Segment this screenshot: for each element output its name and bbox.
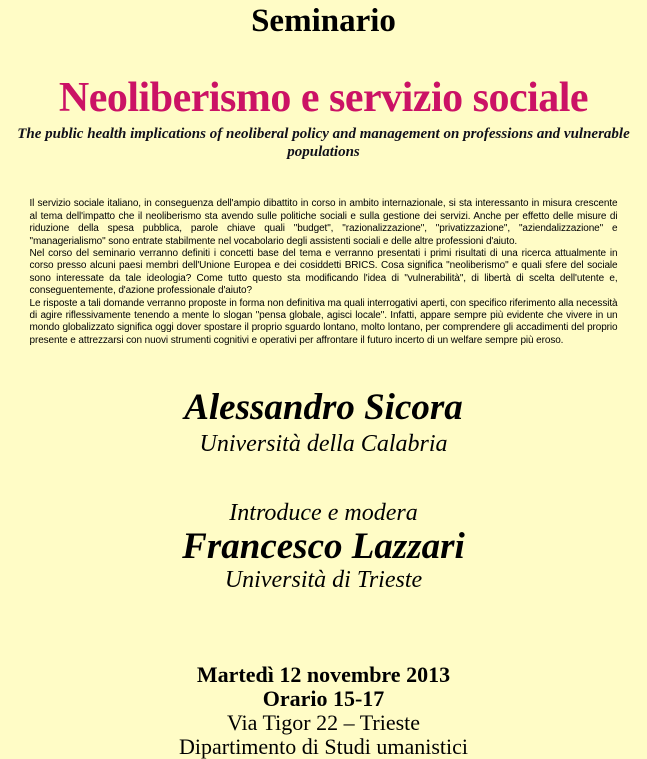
event-address: Via Tigor 22 – Trieste [226, 709, 421, 735]
description-paragraph-3: Le risposte a tali domande verranno proposte in forma non definitiva ma quali interrogativi aperti, con specifico riferimento alla necessità di agire riflessivamente tenendo a mente lo slogan "pensa globale, agisci locale". Infatti, appare sempre più evidente che vivere in un mondo globalizzato significa oggi dover spostare il proprio sguardo lontano, molto lontano, per comprendere gli accadimenti del proprio presente e attrezzarsi con nuovi strumenti cognitivi e operativi per affrontare il futuro incerto di un welfare sempre più eroso. [29, 297, 618, 346]
description-paragraph-1: Il servizio sociale italiano, in conseguenza dell'ampio dibattito in corso in ambito internazionale, si sta interessanto in misura crescente al tema dell'impatto che il neoliberismo sta avendo sulle politiche sociali e sulla gestione dei servizi. Anche per effetto delle misure di riduzione della spesa pubblica, parole chiave quali "budget", "razionalizzazione", "privatizzazione", "aziendalizzazione" e "managerialismo" sono entrate stabilmente nel vocabolario degli assistenti sociali e delle altre professioni d'aiuto. [29, 198, 618, 247]
event-department: Dipartimento di Studi umanistici [178, 733, 469, 759]
speaker-name: Alessandro Sicora [184, 387, 463, 429]
moderator-name: Francesco Lazzari [182, 526, 465, 568]
seminar-subtitle: The public health implications of neoliberal policy and management on professions and vulnerable populations [17, 126, 630, 161]
seminar-title: Neoliberismo e servizio sociale [58, 75, 589, 122]
event-date: Martedì 12 novembre 2013 [196, 661, 451, 687]
description-paragraph-2: Nel corso del seminario verranno definiti i concetti base del tema e verranno presentati i primi risultati di una ricerca attualmente in corso presso alcuni paesi membri dell'Unione Europea e dei cosiddetti BRICS. Cosa significa "neoliberismo" e quali sfere del sociale sono interessate da tale ideologia? Come tutto questo sta modificando l'idea di "vulnerabilità", di libertà di scelta dell'utente e, conseguentemente, d'azione professionale d'aiuto? [29, 247, 618, 297]
speaker-affiliation: Università della Calabria [199, 431, 448, 458]
moderator-intro: Introduce e modera [229, 499, 418, 526]
seminar-description [30, 198, 618, 347]
moderator-affiliation: Università di Trieste [224, 567, 423, 594]
event-time: Orario 15-17 [262, 685, 385, 711]
seminar-kicker: Seminario [251, 3, 396, 39]
